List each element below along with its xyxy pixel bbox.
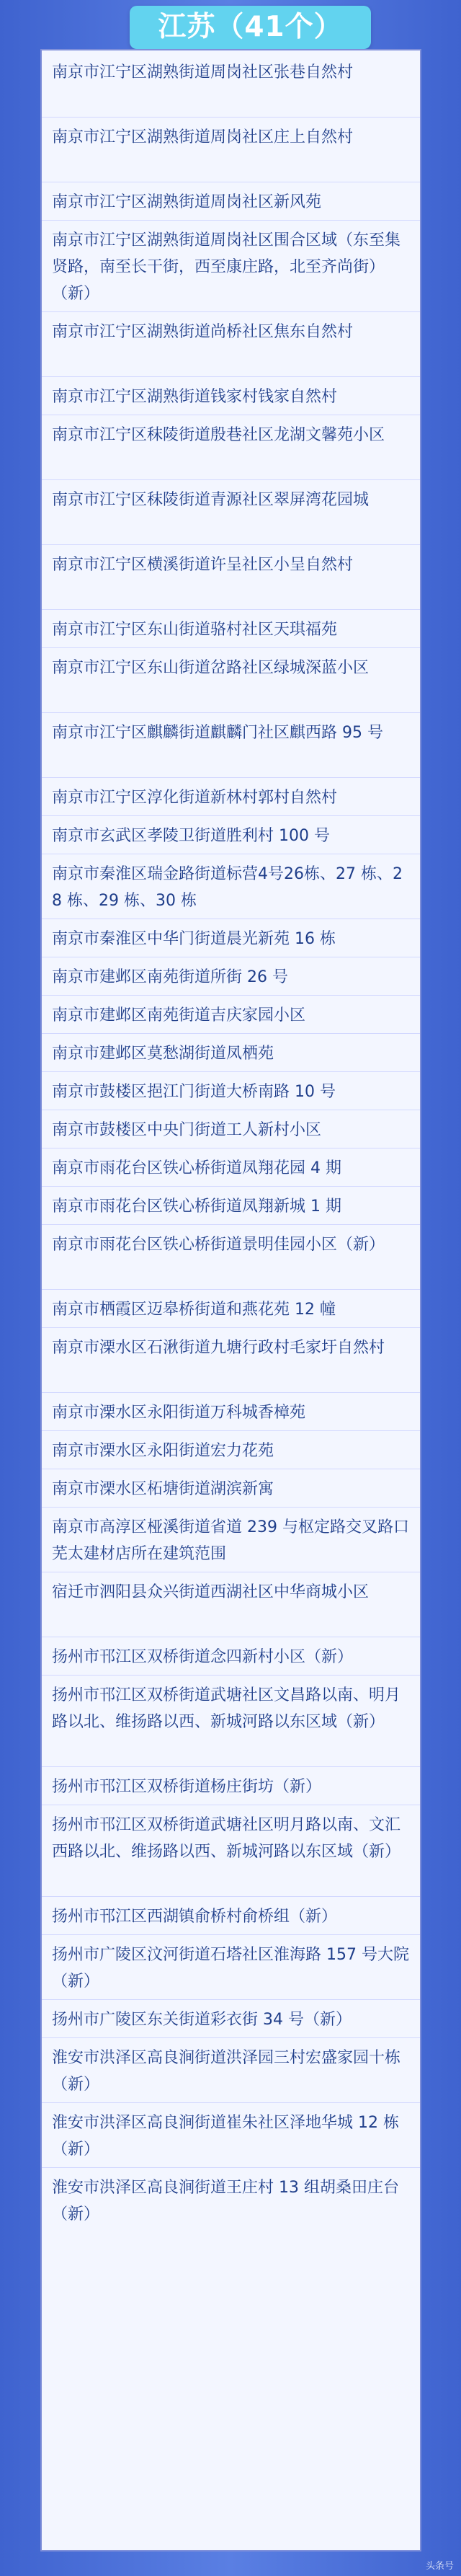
- list-separator: [42, 647, 420, 648]
- list-separator: [42, 2167, 420, 2168]
- list-separator: [42, 1766, 420, 1767]
- list-separator: [42, 609, 420, 610]
- list-item: 南京市江宁区麒麟街道麒麟门社区麒西路 95 号: [52, 724, 383, 742]
- list-item: 南京市栖霞区迈皋桥街道和燕花苑 12 幢: [52, 1301, 336, 1319]
- watermark: 头条号: [425, 2561, 454, 2572]
- list-separator: [42, 376, 420, 377]
- list-separator: [42, 995, 420, 996]
- list-item: 南京市秦淮区瑞金路街道标营4号26栋、27 栋、28 栋、29 栋、30 栋: [52, 865, 403, 910]
- list-separator: [42, 1675, 420, 1676]
- list-item: 南京市秦淮区中华门街道晨光新苑 16 栋: [52, 930, 336, 948]
- list-item: 宿迁市泗阳县众兴街道西湖社区中华商城小区: [52, 1583, 370, 1601]
- list-item: 南京市江宁区湖熟街道尚桥社区焦东自然村: [52, 323, 354, 341]
- list-item: 淮安市洪泽区高良涧街道王庄村 13 组胡桑田庄台（新）: [52, 2179, 399, 2223]
- section-header: [0, 0, 461, 53]
- list-item: 扬州市邗江区双桥街道杨庄街坊（新）: [52, 1778, 322, 1796]
- list-item: 南京市江宁区淳化街道新林村郭村自然村: [52, 789, 338, 807]
- list-item: 南京市江宁区湖熟街道周岗社区围合区域（东至集贤路，南至长干街，西至康庄路，北至齐尚街）（新）: [52, 231, 401, 303]
- list-item: 扬州市邗江区双桥街道武塘社区文昌路以南、明月路以北、维扬路以西、新城河路以东区域（新）: [52, 1686, 401, 1731]
- list-separator: [42, 1430, 420, 1431]
- list-item: 南京市建邺区南苑街道吉庆家园小区: [52, 1006, 306, 1024]
- list-item: 扬州市广陵区汶河街道石塔社区淮海路 157 号大院（新）: [52, 1946, 409, 1991]
- section-title: 江苏（41个）: [130, 6, 371, 49]
- list-separator: [42, 2037, 420, 2038]
- list-separator: [42, 777, 420, 778]
- list-item: 南京市江宁区湖熟街道周岗社区张巷自然村: [52, 63, 354, 81]
- list-item: 南京市溧水区永阳街道万科城香樟苑: [52, 1404, 306, 1422]
- list-separator: [42, 1507, 420, 1508]
- list-item: 淮安市洪泽区高良涧街道洪泽园三村宏盛家园十栋（新）: [52, 2049, 401, 2094]
- list-item: 扬州市广陵区东关街道彩衣街 34 号（新）: [52, 2011, 352, 2029]
- list-separator: [42, 1186, 420, 1187]
- list-item: 南京市高淳区桠溪街道省道 239 与枢定路交叉路口芜太建材店所在建筑范围: [52, 1518, 409, 1563]
- list-separator: [42, 220, 420, 221]
- list-item: 南京市溧水区石湫街道九塘行政村毛家圩自然村: [52, 1339, 385, 1357]
- list-item: 扬州市邗江区西湖镇俞桥村俞桥组（新）: [52, 1908, 338, 1926]
- list-separator: [42, 2102, 420, 2103]
- list-separator: [42, 1999, 420, 2000]
- list-separator: [42, 1896, 420, 1897]
- list-separator: [42, 815, 420, 816]
- list-separator: [42, 479, 420, 480]
- list-separator: [42, 1392, 420, 1393]
- list-item: 南京市江宁区湖熟街道钱家村钱家自然村: [52, 388, 338, 406]
- list-item: 南京市鼓楼区挹江门街道大桥南路 10 号: [52, 1083, 336, 1101]
- list-item: 南京市建邺区南苑街道所街 26 号: [52, 968, 288, 986]
- list-item: 南京市江宁区秣陵街道殷巷社区龙湖文馨苑小区: [52, 426, 385, 444]
- list-item: 南京市江宁区东山街道岔路社区绿城深蓝小区: [52, 659, 370, 677]
- list-separator: [42, 117, 420, 118]
- list-item: 扬州市邗江区双桥街道念四新村小区（新）: [52, 1648, 354, 1666]
- list-item: 南京市江宁区秣陵街道青源社区翠屏湾花园城: [52, 491, 370, 509]
- list-separator: [42, 1033, 420, 1034]
- list-separator: [42, 311, 420, 312]
- list-item: 南京市溧水区柘塘街道湖滨新寓: [52, 1480, 274, 1498]
- list-item: 南京市建邺区莫愁湖街道凤栖苑: [52, 1045, 274, 1063]
- list-item: 南京市江宁区湖熟街道周岗社区新风苑: [52, 193, 322, 211]
- list-item: 淮安市洪泽区高良涧街道崔朱社区泽地华城 12 栋（新）: [52, 2114, 399, 2159]
- list-separator: [42, 1289, 420, 1290]
- list-item: 南京市溧水区永阳街道宏力花苑: [52, 1442, 274, 1460]
- list-item: 南京市雨花台区铁心桥街道景明佳园小区（新）: [52, 1236, 385, 1254]
- list-separator: [42, 1071, 420, 1072]
- list-separator: [42, 1934, 420, 1935]
- list-item: 南京市鼓楼区中央门街道工人新村小区: [52, 1121, 322, 1139]
- list-separator: [42, 544, 420, 545]
- list-item: 南京市雨花台区铁心桥街道凤翔新城 1 期: [52, 1198, 341, 1216]
- address-list-panel: [40, 49, 421, 2551]
- list-item: 南京市玄武区孝陵卫街道胜利村 100 号: [52, 827, 330, 845]
- list-item: 南京市江宁区东山街道骆村社区天琪福苑: [52, 621, 338, 639]
- list-separator: [42, 1224, 420, 1225]
- list-item: 扬州市邗江区双桥街道武塘社区明月路以南、文汇西路以北、维扬路以西、新城河路以东区域（新）: [52, 1816, 401, 1861]
- list-item: 南京市江宁区湖熟街道周岗社区庄上自然村: [52, 128, 354, 146]
- list-separator: [42, 712, 420, 713]
- list-item: 南京市雨花台区铁心桥街道凤翔花园 4 期: [52, 1159, 341, 1177]
- list-separator: [42, 1327, 420, 1328]
- list-item: 南京市江宁区横溪街道许呈社区小呈自然村: [52, 556, 354, 574]
